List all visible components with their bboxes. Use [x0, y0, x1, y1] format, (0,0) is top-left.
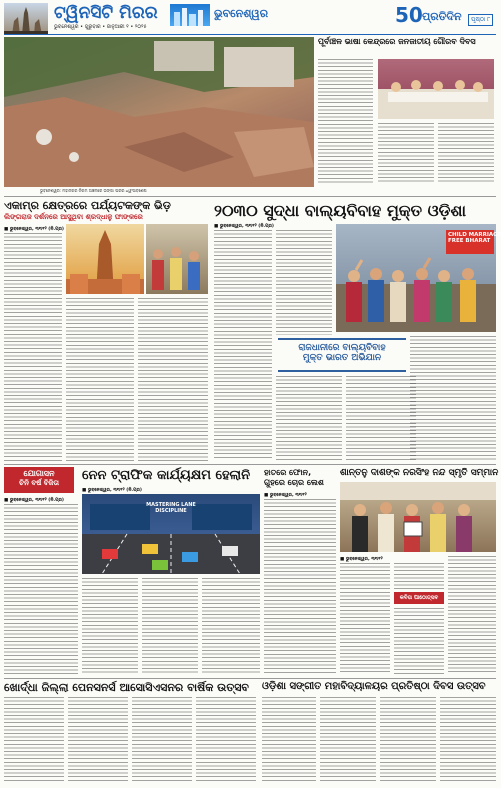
- masthead-rule: [4, 34, 496, 35]
- shanti-headline: ଶାନ୍ତନୁ ଦାଶଙ୍କ ନରସିଂହ ନନ୍ଦ ସ୍ମୃତି ସମ୍ମାନ: [340, 468, 499, 478]
- child-marriage-banner: [446, 230, 501, 254]
- shanti-body-col3: [394, 608, 444, 674]
- award-ceremony-photo: [340, 482, 496, 552]
- brand-number: 50: [395, 3, 423, 27]
- lingaraj-temple-photo: [66, 224, 144, 294]
- child-marriage-body-col1: [214, 230, 272, 460]
- banner-text-1: CHILD MARRIAGE: [448, 232, 501, 238]
- child-marriage-dateline: ■ ଭୁବନେଶ୍ୱର, ୩୧ା୧୨ (ନି.ପ୍ର): [214, 224, 274, 229]
- masthead: [0, 0, 500, 36]
- page-label: ପୃଷ୍ଠା ୮: [468, 14, 493, 26]
- child-marriage-pledge-photo: [336, 224, 501, 332]
- haat-headline-box: [264, 468, 334, 488]
- yoga-dateline: ■ ଭୁବନେଶ୍ୱର, ୩୧ା୧୨ (ନି.ପ୍ର): [4, 498, 64, 503]
- music-college-headline: ଓଡ଼ିଶା ସଙ୍ଗୀତ ମହାବିଦ୍ୟାଳୟର ପ୍ରତିଷ୍ଠା ଦିବସ ଉତ୍ସବ: [262, 681, 486, 692]
- yoga-box: [4, 467, 74, 493]
- right-top-body-col1: [318, 59, 373, 183]
- shanti-body-col2: [394, 563, 444, 589]
- traffic-image-title: MASTERING LANE DISCIPLINE: [146, 502, 196, 514]
- pensioners-body-col1: [4, 697, 64, 781]
- music-body-col1: [262, 697, 316, 781]
- rubble-photo: [4, 37, 314, 187]
- ekamra-body-col3: [138, 298, 208, 461]
- ekamra-body-col2: [66, 298, 134, 461]
- child-marriage-body-col3: [276, 376, 342, 461]
- shanti-dateline: ■ ଭୁବନେଶ୍ୱର, ୩୧ା୧୨: [340, 557, 383, 562]
- dateline: ଭୁବନେଶ୍ୱର • ଗୁରୁବାର • ଜାନୁଆରୀ ୧ • ୨୦୨୫: [54, 24, 147, 30]
- shanti-body-col4: [448, 556, 496, 674]
- pensioners-body-col3: [132, 697, 192, 781]
- right-top-body-col3: [438, 123, 494, 183]
- brand-name: ପ୍ରତିଦିନ: [422, 10, 462, 23]
- haat-headline-line2: ଗୁହରେ ଚୋର ଲେଶ: [264, 478, 324, 487]
- divider: [4, 196, 496, 197]
- child-marriage-body-col2: [276, 230, 332, 335]
- haat-body: [264, 499, 336, 674]
- pilgrims-photo: [146, 224, 208, 294]
- ekamra-body-col1: [4, 233, 62, 461]
- shanti-body-col1: [340, 563, 390, 674]
- child-marriage-pullquote: [278, 338, 406, 372]
- right-top-headline-box: [318, 37, 496, 187]
- music-body-col2: [320, 697, 376, 781]
- right-top-body-col2: [378, 123, 434, 183]
- ekamra-dateline: ■ ଭୁବନେଶ୍ୱର, ୩୧ା୧୨ (ନି.ପ୍ର): [4, 227, 64, 232]
- pensioners-body-col4: [196, 697, 256, 781]
- yoga-box-line1: ଯୋଗାସନ: [23, 469, 55, 478]
- traffic-body-col2: [142, 578, 198, 674]
- city-name: ଭୁବନେଶ୍ୱର: [214, 7, 269, 20]
- child-marriage-headline: ୨୦୩୦ ସୁଦ୍ଧା ବାଲ୍ୟବିବାହ ମୁକ୍ତ ଓଡ଼ିଶା: [214, 201, 467, 220]
- city-skyline-graphic: [170, 4, 210, 26]
- yoga-body: [4, 504, 78, 674]
- music-body-col3: [380, 697, 436, 781]
- music-body-col4: [440, 697, 496, 781]
- ekamra-subhead: ଲିଙ୍ଗରାଜ ଦର୍ଶନରେ ଆସୁଥିବା ଶ୍ରଦ୍ଧାଳୁ ଫାଙ୍କରେ: [4, 213, 143, 221]
- meeting-photo: [378, 59, 494, 119]
- haat-headline-line1: ହାତରେ ଫୋନ,: [264, 468, 312, 477]
- pensioners-body-col2: [68, 697, 128, 781]
- child-marriage-body-col5: [410, 336, 496, 461]
- traffic-dateline: ■ ଭୁବନେଶ୍ୱର, ୩୧ା୧୨ (ନି.ପ୍ର): [82, 488, 142, 493]
- section-title: ଟ୍ୱିନସିଟି ମିରର: [54, 3, 158, 23]
- temple-logo: [4, 3, 48, 35]
- pullquote-line2: ମୁକ୍ତ ଭାରତ ଅଭିଯାନ: [302, 353, 382, 363]
- pullquote-line1: ରାଜଧାନୀରେ ବାଲ୍ୟବିବାହ: [298, 343, 386, 353]
- divider: [4, 678, 496, 679]
- yoga-box-line2: ଚିନି ବର୍ଷ ବିଜିତା: [19, 479, 59, 487]
- traffic-body-col3: [202, 578, 260, 674]
- traffic-headline: ନେନ ଟ୍ରାଫିକ କାର୍ଯ୍ୟକ୍ଷମ ହେଲାନି: [82, 468, 251, 483]
- shanti-boxed-label: କବିତା ପାଠୋତ୍ସବ: [394, 592, 444, 604]
- banner-text-2: FREE BHARAT: [448, 238, 491, 244]
- right-top-headline: ପୂର୍ବାଞ୍ଚଳ ଭାଷା କେନ୍ଦ୍ରରେ ଜନଜାତୀୟ ଗୌରବ ଦିବସ: [318, 37, 476, 46]
- pensioners-headline: ଖୋର୍ଦ୍ଧା ଜିଲ୍ଲା ପେନସନର୍ସ ଆସୋସିଏସନର ବାର୍ଷିକ ଉତ୍ସବ: [4, 681, 249, 694]
- haat-dateline: ■ ଭୁବନେଶ୍ୱର, ୩୧ା୧୨: [264, 493, 307, 498]
- traffic-lanes-photo: [82, 494, 260, 574]
- ekamra-headline: ଏକାମ୍ର କ୍ଷେତ୍ରରେ ପର୍ଯ୍ୟଟକଙ୍କ ଭିଡ଼: [4, 199, 171, 212]
- divider: [4, 464, 496, 465]
- child-marriage-body-col4: [346, 376, 416, 461]
- rubble-photo-caption: ଭୁବନେଶ୍ୱର: ମହାନଗର ନିଗମ ଅଞ୍ଚଳରେ ଭଙ୍ଗା ଘରର ଧ୍ୱଂସାବଶେଷ: [40, 188, 147, 193]
- traffic-body-col1: [82, 578, 138, 674]
